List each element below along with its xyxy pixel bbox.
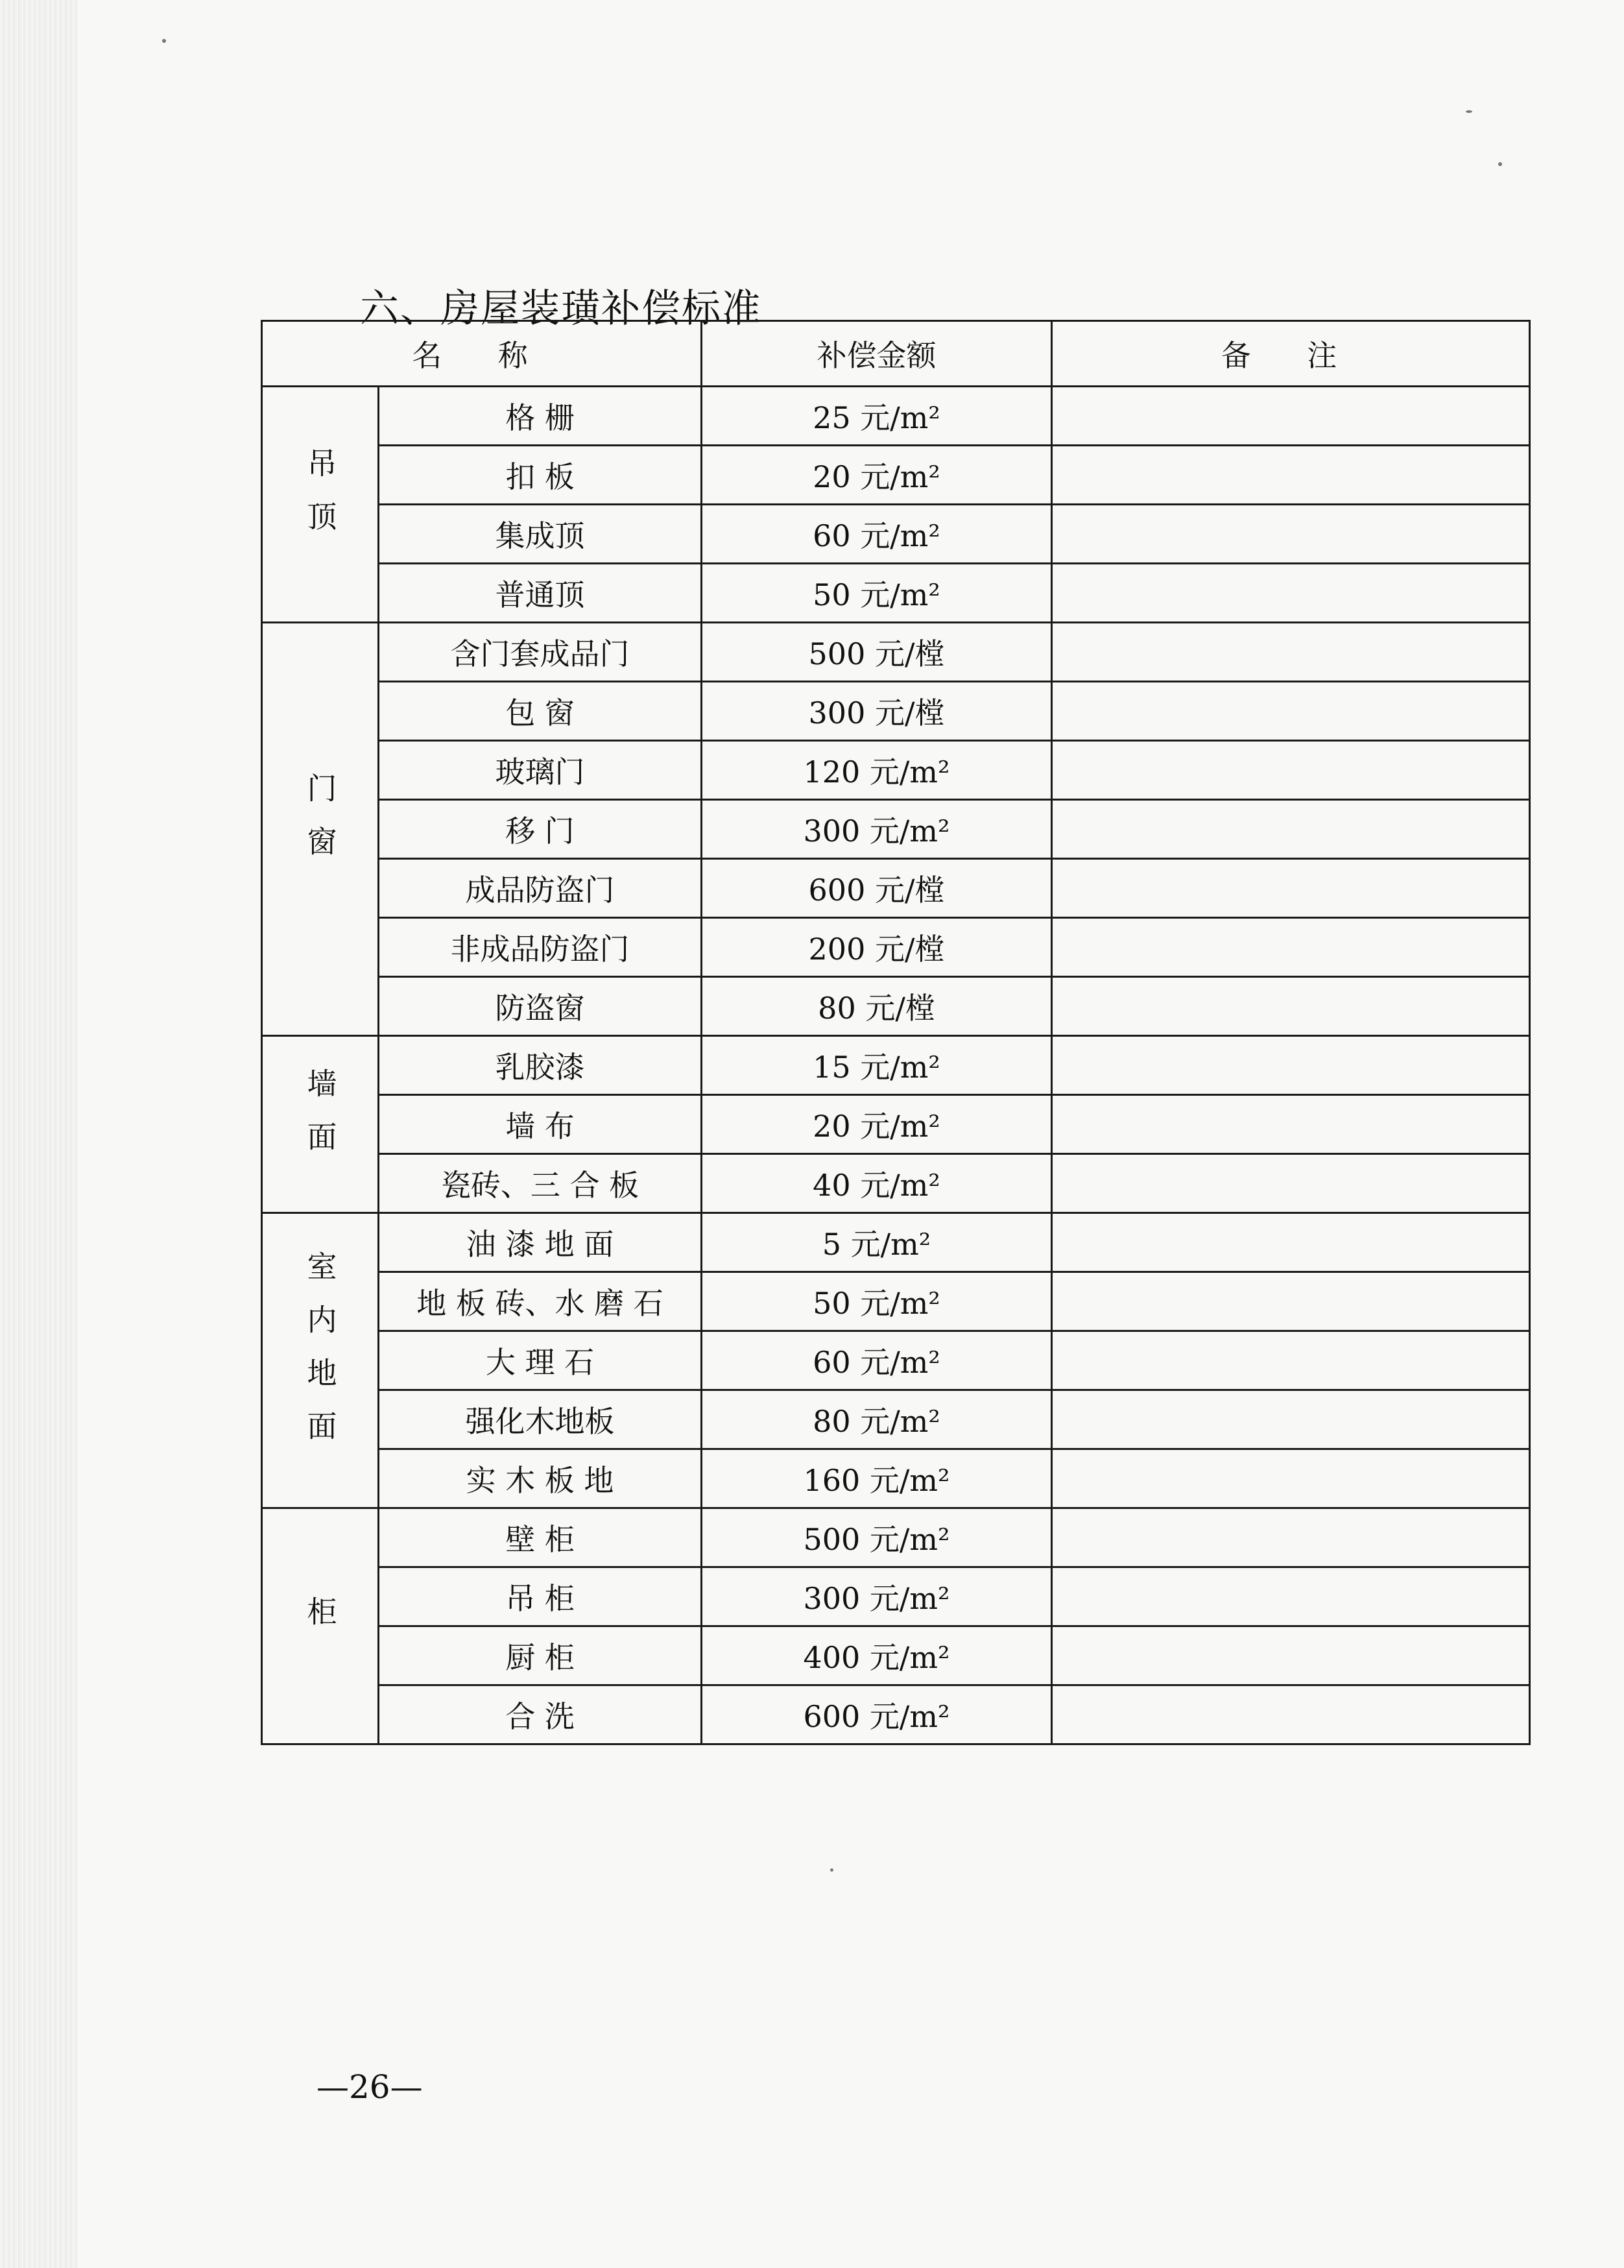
table-row [262,1095,1530,1154]
amount-cell: 15 元/m² [702,1036,1052,1095]
amount-cell: 300 元/樘 [702,682,1052,741]
amount-cell: 160 元/m² [702,1449,1052,1508]
category-label: 门窗 [302,772,338,879]
table-row [262,1685,1530,1744]
amount-cell: 5 元/m² [702,1213,1052,1272]
note-cell [1052,505,1530,564]
amount-cell: 400 元/m² [702,1626,1052,1685]
item-cell: 成品防盗门 [379,859,702,918]
item-cell: 非成品防盗门 [379,918,702,977]
item-cell: 集成顶 [379,505,702,564]
header-name: 名 称 [262,321,702,387]
note-cell [1052,1331,1530,1390]
note-cell [1052,1685,1530,1744]
note-cell [1052,977,1530,1036]
item-cell: 玻璃门 [379,741,702,800]
amount-cell: 500 元/樘 [702,623,1052,682]
note-cell [1052,623,1530,682]
table-row [262,623,1530,682]
page-title: 六、房屋装璜补偿标准 [360,286,762,332]
amount-cell: 40 元/m² [702,1154,1052,1213]
item-cell: 含门套成品门 [379,623,702,682]
note-cell [1052,564,1530,623]
category-cell-floors [262,1213,379,1508]
header-note: 备 注 [1052,321,1530,387]
item-cell: 吊 柜 [379,1567,702,1626]
table-row [262,1508,1530,1567]
item-cell: 墙 布 [379,1095,702,1154]
item-cell: 防盗窗 [379,977,702,1036]
table-row [262,1213,1530,1272]
note-cell [1052,1508,1530,1567]
note-cell [1052,1272,1530,1331]
item-cell: 包 窗 [379,682,702,741]
note-cell [1052,1213,1530,1272]
category-cell-cabinets [262,1508,379,1744]
item-cell: 地 板 砖、水 磨 石 [379,1272,702,1331]
table-row [262,1626,1530,1685]
note-cell [1052,1095,1530,1154]
amount-cell: 300 元/m² [702,1567,1052,1626]
scan-speck [162,39,166,43]
amount-cell: 50 元/m² [702,564,1052,623]
table-row [262,1449,1530,1508]
note-cell [1052,1567,1530,1626]
note-cell [1052,1449,1530,1508]
scan-edge-shading [0,0,78,2268]
table-row [262,1272,1530,1331]
item-cell: 壁 柜 [379,1508,702,1567]
item-cell: 厨 柜 [379,1626,702,1685]
item-cell: 移 门 [379,800,702,859]
category-label: 柜 [302,1596,338,1649]
amount-cell: 20 元/m² [702,446,1052,505]
table-header-row [262,321,1530,387]
table-row [262,977,1530,1036]
amount-cell: 600 元/m² [702,1685,1052,1744]
note-cell [1052,859,1530,918]
table-row [262,1036,1530,1095]
note-cell [1052,741,1530,800]
item-cell: 瓷砖、三 合 板 [379,1154,702,1213]
amount-cell: 120 元/m² [702,741,1052,800]
note-cell [1052,918,1530,977]
note-cell [1052,1626,1530,1685]
category-label: 吊顶 [302,448,338,554]
table-row [262,505,1530,564]
item-cell: 大 理 石 [379,1331,702,1390]
table-row [262,387,1530,446]
amount-cell: 600 元/樘 [702,859,1052,918]
table-row [262,446,1530,505]
item-cell: 合 洗 [379,1685,702,1744]
item-cell: 扣 板 [379,446,702,505]
item-cell: 实 木 板 地 [379,1449,702,1508]
scan-speck [1498,162,1502,166]
amount-cell: 300 元/m² [702,800,1052,859]
note-cell [1052,1154,1530,1213]
item-cell: 强化木地板 [379,1390,702,1449]
note-cell [1052,800,1530,859]
scan-speck [1466,110,1472,113]
table-row [262,1567,1530,1626]
category-cell-doors-windows [262,623,379,1036]
table-row [262,800,1530,859]
amount-cell: 60 元/m² [702,505,1052,564]
scan-speck [830,1868,833,1872]
compensation-table [261,320,1531,1745]
table-row [262,859,1530,918]
table-row [262,1390,1530,1449]
amount-cell: 500 元/m² [702,1508,1052,1567]
page-number: —26— [316,2068,423,2106]
table-row [262,682,1530,741]
amount-cell: 200 元/樘 [702,918,1052,977]
category-cell-ceiling [262,387,379,623]
amount-cell: 20 元/m² [702,1095,1052,1154]
table-row [262,564,1530,623]
table-row [262,918,1530,977]
category-cell-walls [262,1036,379,1213]
note-cell [1052,1036,1530,1095]
amount-cell: 80 元/m² [702,1390,1052,1449]
item-cell: 普通顶 [379,564,702,623]
note-cell [1052,1390,1530,1449]
item-cell: 格 栅 [379,387,702,446]
note-cell [1052,446,1530,505]
table-row [262,1331,1530,1390]
category-label: 墙面 [302,1067,338,1174]
amount-cell: 25 元/m² [702,387,1052,446]
table-row [262,741,1530,800]
amount-cell: 50 元/m² [702,1272,1052,1331]
amount-cell: 60 元/m² [702,1331,1052,1390]
item-cell: 乳胶漆 [379,1036,702,1095]
category-label: 室内地面 [302,1250,338,1464]
table-row [262,1154,1530,1213]
note-cell [1052,387,1530,446]
amount-cell: 80 元/樘 [702,977,1052,1036]
note-cell [1052,682,1530,741]
item-cell: 油 漆 地 面 [379,1213,702,1272]
header-amount: 补偿金额 [702,321,1052,387]
